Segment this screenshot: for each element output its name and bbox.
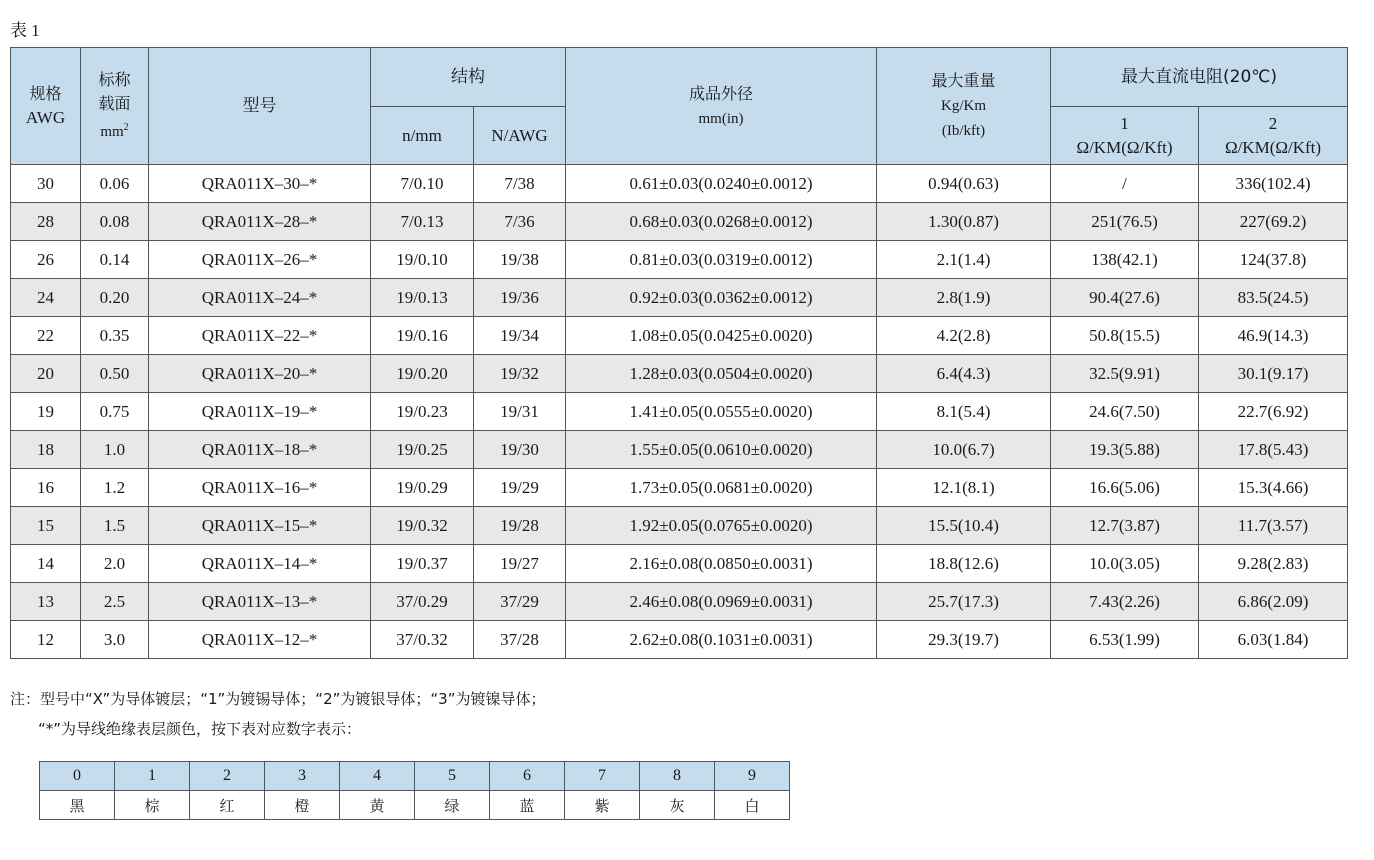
cell-resistance-1: 10.0(3.05) [1051, 545, 1199, 583]
cell-max-weight: 0.94(0.63) [877, 165, 1051, 203]
cell-resistance-1: 19.3(5.88) [1051, 431, 1199, 469]
cell-resistance-1: 24.6(7.50) [1051, 393, 1199, 431]
cell-n-awg: 37/28 [474, 621, 566, 659]
cell-resistance-2: 227(69.2) [1199, 203, 1348, 241]
color-name-cell: 蓝 [490, 791, 565, 820]
header-awg [11, 48, 81, 165]
cell-outer-diameter: 2.46±0.08(0.0969±0.0031) [566, 583, 877, 621]
cell-resistance-2: 83.5(24.5) [1199, 279, 1348, 317]
color-name-row [40, 791, 790, 820]
color-name-cell: 棕 [115, 791, 190, 820]
cell-awg: 20 [11, 355, 81, 393]
color-number-cell: 4 [340, 762, 415, 791]
cell-area: 0.75 [81, 393, 149, 431]
header-weight-unit1: Kg/Km [941, 98, 986, 114]
cell-max-weight: 8.1(5.4) [877, 393, 1051, 431]
cell-area: 2.5 [81, 583, 149, 621]
cell-area: 1.2 [81, 469, 149, 507]
table-row [11, 355, 1348, 393]
cell-awg: 24 [11, 279, 81, 317]
cable-spec-table [10, 47, 1348, 659]
cell-n-mm: 19/0.23 [371, 393, 474, 431]
cell-outer-diameter: 1.41±0.05(0.0555±0.0020) [566, 393, 877, 431]
cell-resistance-1: 32.5(9.91) [1051, 355, 1199, 393]
header-structure: 结构 [371, 48, 566, 107]
cell-model: QRA011X–30–* [149, 165, 371, 203]
cell-model: QRA011X–18–* [149, 431, 371, 469]
color-number-cell: 5 [415, 762, 490, 791]
spec-table-header [11, 48, 1348, 165]
color-name-cell: 黄 [340, 791, 415, 820]
header-res2-num: 2 [1268, 113, 1278, 133]
color-number-cell: 2 [190, 762, 265, 791]
header-area-unit [100, 124, 128, 140]
cell-max-weight: 25.7(17.3) [877, 583, 1051, 621]
cell-awg: 19 [11, 393, 81, 431]
header-n-awg: N/AWG [474, 107, 566, 165]
cell-n-awg: 19/36 [474, 279, 566, 317]
cell-outer-diameter: 0.81±0.03(0.0319±0.0012) [566, 241, 877, 279]
header-awg-cn: 规格 [29, 84, 62, 103]
cell-resistance-2: 17.8(5.43) [1199, 431, 1348, 469]
cell-outer-diameter: 1.73±0.05(0.0681±0.0020) [566, 469, 877, 507]
cell-n-awg: 19/27 [474, 545, 566, 583]
cell-area: 0.35 [81, 317, 149, 355]
cell-n-mm: 19/0.13 [371, 279, 474, 317]
cell-outer-diameter: 0.92±0.03(0.0362±0.0012) [566, 279, 877, 317]
cell-resistance-2: 9.28(2.83) [1199, 545, 1348, 583]
color-name-cell: 白 [715, 791, 790, 820]
color-name-cell: 紫 [565, 791, 640, 820]
cell-outer-diameter: 1.92±0.05(0.0765±0.0020) [566, 507, 877, 545]
cell-resistance-1: 7.43(2.26) [1051, 583, 1199, 621]
cell-area: 1.0 [81, 431, 149, 469]
color-name-cell: 黑 [40, 791, 115, 820]
cell-awg: 13 [11, 583, 81, 621]
cell-n-awg: 7/36 [474, 203, 566, 241]
cell-max-weight: 2.1(1.4) [877, 241, 1051, 279]
area-unit-sup: 2 [123, 122, 129, 133]
header-res1-unit: Ω/KM(Ω/Kft) [1076, 137, 1173, 157]
color-number-cell: 3 [265, 762, 340, 791]
cell-outer-diameter: 0.61±0.03(0.0240±0.0012) [566, 165, 877, 203]
note-line-2: “*”为导线绝缘表层颜色，按下表对应数字表示： [38, 720, 362, 738]
header-od-cn: 成品外径 [688, 83, 753, 103]
cell-n-mm: 19/0.37 [371, 545, 474, 583]
cell-resistance-2: 124(37.8) [1199, 241, 1348, 279]
cell-n-awg: 19/28 [474, 507, 566, 545]
cell-model: QRA011X–28–* [149, 203, 371, 241]
cell-awg: 30 [11, 165, 81, 203]
header-area-cn2: 载面 [98, 94, 131, 113]
cell-n-mm: 37/0.29 [371, 583, 474, 621]
cell-max-weight: 15.5(10.4) [877, 507, 1051, 545]
header-res1 [1051, 107, 1199, 165]
table-row [11, 241, 1348, 279]
cell-n-mm: 19/0.32 [371, 507, 474, 545]
table-row [11, 583, 1348, 621]
cell-n-mm: 7/0.10 [371, 165, 474, 203]
cell-n-awg: 19/31 [474, 393, 566, 431]
header-model: 型号 [149, 48, 371, 165]
cell-outer-diameter: 2.62±0.08(0.1031±0.0031) [566, 621, 877, 659]
header-area [81, 48, 149, 165]
header-res2-unit: Ω/KM(Ω/Kft) [1224, 137, 1322, 157]
color-name-cell: 红 [190, 791, 265, 820]
notes [10, 684, 545, 744]
cell-resistance-1: / [1051, 165, 1199, 203]
cell-resistance-2: 30.1(9.17) [1199, 355, 1348, 393]
header-od-unit: mm(in) [698, 110, 744, 127]
table-row [11, 393, 1348, 431]
spec-table-body [11, 165, 1348, 659]
cell-max-weight: 10.0(6.7) [877, 431, 1051, 469]
cell-model: QRA011X–26–* [149, 241, 371, 279]
cell-n-awg: 19/32 [474, 355, 566, 393]
table-row [11, 279, 1348, 317]
cell-max-weight: 12.1(8.1) [877, 469, 1051, 507]
cell-n-mm: 19/0.20 [371, 355, 474, 393]
cell-n-mm: 19/0.10 [371, 241, 474, 279]
cell-resistance-2: 11.7(3.57) [1199, 507, 1348, 545]
cell-n-awg: 19/29 [474, 469, 566, 507]
cell-resistance-2: 15.3(4.66) [1199, 469, 1348, 507]
cell-area: 0.50 [81, 355, 149, 393]
cell-awg: 15 [11, 507, 81, 545]
cell-n-mm: 37/0.32 [371, 621, 474, 659]
note-line-1: 注：型号中“X”为导体镀层；“1”为镀锡导体；“2”为镀银导体；“3”为镀镍导体； [10, 690, 546, 708]
cell-n-awg: 37/29 [474, 583, 566, 621]
cell-outer-diameter: 0.68±0.03(0.0268±0.0012) [566, 203, 877, 241]
cell-max-weight: 4.2(2.8) [877, 317, 1051, 355]
color-name-cell: 绿 [415, 791, 490, 820]
cell-resistance-1: 12.7(3.87) [1051, 507, 1199, 545]
cell-resistance-1: 50.8(15.5) [1051, 317, 1199, 355]
header-weight [877, 48, 1051, 165]
table-row [11, 203, 1348, 241]
cell-resistance-2: 336(102.4) [1199, 165, 1348, 203]
cell-max-weight: 1.30(0.87) [877, 203, 1051, 241]
cell-model: QRA011X–14–* [149, 545, 371, 583]
cell-model: QRA011X–22–* [149, 317, 371, 355]
cell-awg: 16 [11, 469, 81, 507]
cell-model: QRA011X–15–* [149, 507, 371, 545]
color-number-cell: 0 [40, 762, 115, 791]
cell-model: QRA011X–19–* [149, 393, 371, 431]
cell-model: QRA011X–16–* [149, 469, 371, 507]
cell-n-mm: 19/0.25 [371, 431, 474, 469]
cell-area: 0.20 [81, 279, 149, 317]
cell-n-mm: 7/0.13 [371, 203, 474, 241]
cell-area: 1.5 [81, 507, 149, 545]
cell-resistance-1: 6.53(1.99) [1051, 621, 1199, 659]
cell-max-weight: 6.4(4.3) [877, 355, 1051, 393]
color-number-cell: 1 [115, 762, 190, 791]
table-row [11, 165, 1348, 203]
cell-model: QRA011X–13–* [149, 583, 371, 621]
cell-n-awg: 19/34 [474, 317, 566, 355]
header-res1-num: 1 [1120, 113, 1129, 133]
header-weight-cn: 最大重量 [931, 71, 996, 90]
color-number-cell: 9 [715, 762, 790, 791]
cell-outer-diameter: 1.55±0.05(0.0610±0.0020) [566, 431, 877, 469]
cell-resistance-2: 6.03(1.84) [1199, 621, 1348, 659]
cell-awg: 26 [11, 241, 81, 279]
cell-awg: 14 [11, 545, 81, 583]
cell-outer-diameter: 1.08±0.05(0.0425±0.0020) [566, 317, 877, 355]
color-name-cell: 灰 [640, 791, 715, 820]
color-number-cell: 7 [565, 762, 640, 791]
cell-max-weight: 2.8(1.9) [877, 279, 1051, 317]
cell-outer-diameter: 1.28±0.03(0.0504±0.0020) [566, 355, 877, 393]
header-resistance: 最大直流电阻(20℃) [1051, 48, 1348, 107]
color-number-cell: 8 [640, 762, 715, 791]
area-unit-text: mm [100, 124, 124, 140]
cell-awg: 12 [11, 621, 81, 659]
cell-awg: 18 [11, 431, 81, 469]
header-area-cn1: 标称 [98, 70, 131, 89]
table-row [11, 317, 1348, 355]
cell-awg: 22 [11, 317, 81, 355]
cell-resistance-2: 6.86(2.09) [1199, 583, 1348, 621]
table-row [11, 545, 1348, 583]
table-row [11, 621, 1348, 659]
cell-n-awg: 7/38 [474, 165, 566, 203]
cell-n-mm: 19/0.16 [371, 317, 474, 355]
cell-n-mm: 19/0.29 [371, 469, 474, 507]
cell-area: 0.06 [81, 165, 149, 203]
table-caption: 表 1 [10, 21, 40, 40]
cell-n-awg: 19/30 [474, 431, 566, 469]
cell-model: QRA011X–24–* [149, 279, 371, 317]
cell-area: 3.0 [81, 621, 149, 659]
cell-area: 0.14 [81, 241, 149, 279]
cell-n-awg: 19/38 [474, 241, 566, 279]
cell-max-weight: 18.8(12.6) [877, 545, 1051, 583]
cell-resistance-1: 138(42.1) [1051, 241, 1199, 279]
cell-resistance-1: 251(76.5) [1051, 203, 1199, 241]
cell-model: QRA011X–12–* [149, 621, 371, 659]
cell-model: QRA011X–20–* [149, 355, 371, 393]
table-row [11, 469, 1348, 507]
cell-area: 0.08 [81, 203, 149, 241]
table-row [11, 431, 1348, 469]
header-n-mm: n/mm [371, 107, 474, 165]
cell-resistance-1: 90.4(27.6) [1051, 279, 1199, 317]
cell-awg: 28 [11, 203, 81, 241]
header-od [566, 48, 877, 165]
color-number-row [40, 762, 790, 791]
cell-resistance-2: 46.9(14.3) [1199, 317, 1348, 355]
cell-resistance-1: 16.6(5.06) [1051, 469, 1199, 507]
color-name-cell: 橙 [265, 791, 340, 820]
cell-resistance-2: 22.7(6.92) [1199, 393, 1348, 431]
color-number-cell: 6 [490, 762, 565, 791]
header-weight-unit2: (Ib/kft) [941, 123, 986, 139]
color-code-table [39, 761, 790, 820]
header-res2 [1199, 107, 1348, 165]
table-row [11, 507, 1348, 545]
cell-max-weight: 29.3(19.7) [877, 621, 1051, 659]
header-awg-en: AWG [25, 108, 66, 127]
cell-outer-diameter: 2.16±0.08(0.0850±0.0031) [566, 545, 877, 583]
cell-area: 2.0 [81, 545, 149, 583]
